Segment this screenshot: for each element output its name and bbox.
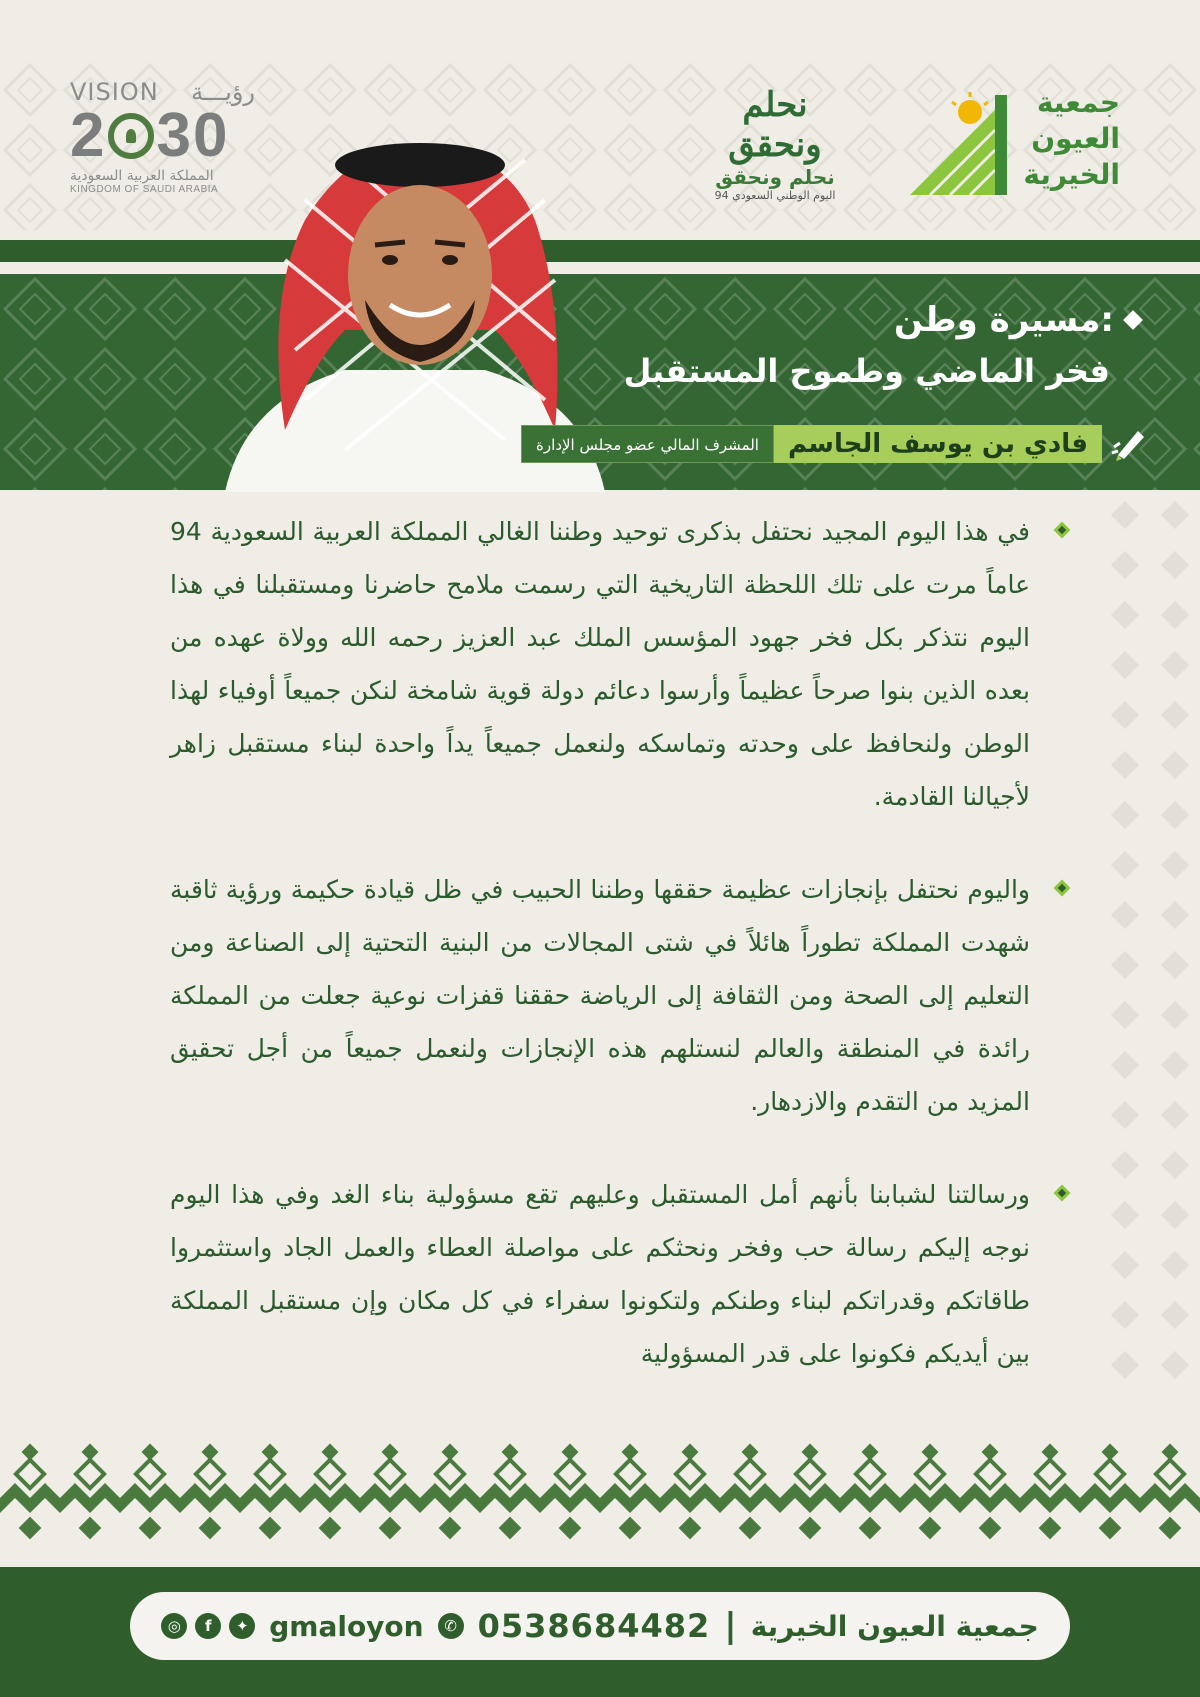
footer-handle[interactable]: gmaloyon: [269, 1609, 424, 1643]
footer-phone[interactable]: 0538684482: [477, 1607, 711, 1645]
contact-bar: [130, 1592, 1070, 1660]
facebook-icon[interactable]: f: [195, 1613, 221, 1639]
author-role: المشرف المالي عضو مجلس الإدارة: [521, 425, 774, 463]
paragraph: في هذا اليوم المجيد نحتفل بذكرى توحيد وطننا الغالي المملكة العربية السعودية 94 عاماً مرت على تلك اللحظة التاريخية التي رسمت ملامح حاضرنا ومستقبلنا في هذا اليوم نتذكر بكل فخر جهود المؤسس الملك عبد العزيز رحمه الله وولاة عهده من بعده الذين بنوا صرحاً عظيماً وأرسوا دعائم دولة قوية شامخة لنكن جميعاً أوفياء لهذا الوطن ولنحافظ على وحدته وتماسكه ولنعمل جميعاً يداً واحدة لبناء مستقبل زاهر لأجيالنا القادمة.: [170, 505, 1040, 823]
diamond-bullet-icon: [1123, 310, 1143, 330]
instagram-icon[interactable]: ◎: [161, 1613, 187, 1639]
paragraph: واليوم نحتفل بإنجازات عظيمة حققها وطننا الحبيب في ظل قيادة حكيمة ورؤية ثاقبة شهدت المملكة تطوراً هائلاً في شتى المجالات من البنية التحتية إلى الصناعة ومن التعليم إلى الصحة ومن الثقافة إلى الرياضة حققنا قفزات نوعية جعلت من المملكة رائدة في المنطقة والعالم لنستلهم هذه الإنجازات ولنعمل جميعاً من أجل تحقيق المزيد من التقدم والازدهار.: [170, 863, 1040, 1128]
paragraph-bullet-icon: [1052, 1183, 1072, 1203]
pen-writing-icon: [1110, 425, 1150, 463]
author-row: [521, 425, 1150, 463]
author-name: فادي بن يوسف الجاسم: [774, 425, 1102, 463]
paragraph-bullet-icon: [1052, 520, 1072, 540]
paragraph: ورسالتنا لشبابنا بأنهم أمل المستقبل وعليهم تقع مسؤولية بناء الغد وفي هذا اليوم نوجه إليكم رسالة حب وفخر ونحثكم على مواصلة العطاء والعمل الجاد واستثمروا طاقاتكم وقدراتكم لبناء وطنكم ولتكونوا سفراء في كل مكان وإن مستقبل المملكة بين أيديكم فكونوا على قدر المسؤولية: [170, 1168, 1040, 1380]
vision-en-label: VISION: [70, 78, 159, 106]
charity-name: جمعية العيون الخيرية: [1023, 86, 1120, 191]
vision-ar-label: رؤيـــة: [191, 78, 255, 106]
national-day-title: نحلم ونحقق: [715, 165, 835, 189]
charity-logo: [900, 85, 1140, 205]
vision-country-ar: المملكة العربية السعودية: [70, 168, 214, 184]
charity-emblem-icon: [900, 90, 1010, 200]
footer-separator: |: [724, 1606, 737, 1646]
footer-org-name: جمعية العيون الخيرية: [750, 1609, 1039, 1643]
footer: [0, 1567, 1200, 1697]
paragraph-bullet-icon: [1052, 878, 1072, 898]
title-line-1: مسيرة وطن:: [624, 300, 1140, 340]
palm-emblem-icon: [108, 113, 154, 159]
social-icons: [161, 1613, 255, 1639]
national-day-calligraphy: نحلم ونحقق: [728, 85, 822, 165]
vision-country-en: KINGDOM OF SAUDI ARABIA: [70, 184, 219, 195]
twitter-icon[interactable]: ✦: [229, 1613, 255, 1639]
sadu-border-pattern: [0, 1438, 1200, 1550]
title-line-2: فخر الماضي وطموح المستقبل: [623, 352, 1110, 390]
vision-year: 2 30: [70, 101, 230, 170]
side-decor-pattern: [1100, 490, 1200, 1390]
national-day-subtitle: اليوم الوطني السعودي 94: [714, 189, 836, 202]
article-title: [624, 300, 1140, 390]
national-day-logo: [700, 85, 850, 210]
whatsapp-icon: ✆: [438, 1613, 464, 1639]
article-body: [170, 505, 1040, 1420]
